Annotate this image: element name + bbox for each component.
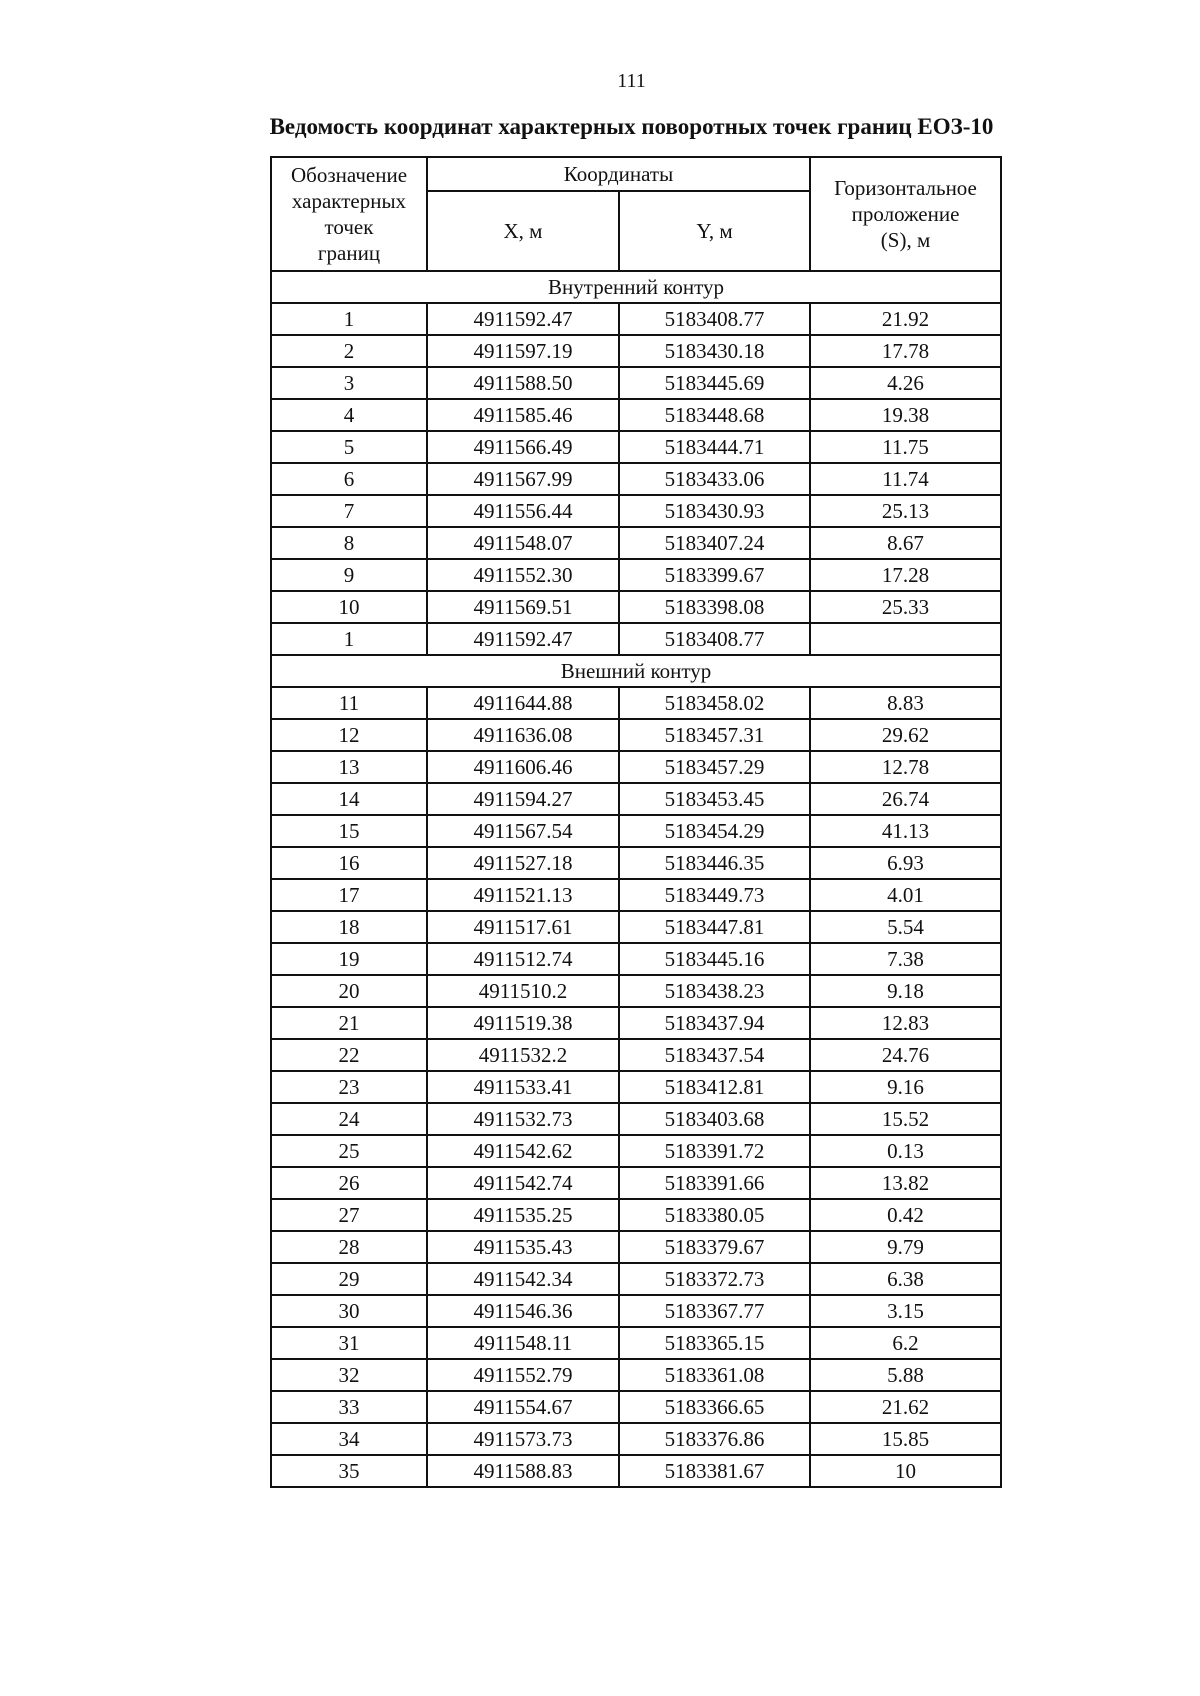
table-row <box>271 1231 1001 1263</box>
header-coordinates: Координаты <box>427 157 810 191</box>
section-title: Внешний контур <box>271 655 1001 687</box>
table-row <box>271 687 1001 719</box>
x-coordinate-cell: 4911585.46 <box>427 399 619 431</box>
y-coordinate-cell: 5183408.77 <box>619 623 810 655</box>
y-coordinate-cell: 5183453.45 <box>619 783 810 815</box>
x-coordinate-cell: 4911535.25 <box>427 1199 619 1231</box>
y-coordinate-cell: 5183381.67 <box>619 1455 810 1487</box>
y-coordinate-cell: 5183407.24 <box>619 527 810 559</box>
distance-cell: 5.88 <box>810 1359 1001 1391</box>
distance-cell: 17.78 <box>810 335 1001 367</box>
table-row <box>271 1423 1001 1455</box>
x-coordinate-cell: 4911527.18 <box>427 847 619 879</box>
table-row <box>271 751 1001 783</box>
table-row <box>271 1039 1001 1071</box>
x-coordinate-cell: 4911567.54 <box>427 815 619 847</box>
table-row <box>271 623 1001 655</box>
section-header-row <box>271 655 1001 687</box>
y-coordinate-cell: 5183399.67 <box>619 559 810 591</box>
x-coordinate-cell: 4911532.2 <box>427 1039 619 1071</box>
y-coordinate-cell: 5183458.02 <box>619 687 810 719</box>
distance-cell: 6.93 <box>810 847 1001 879</box>
x-coordinate-cell: 4911517.61 <box>427 911 619 943</box>
distance-cell: 8.83 <box>810 687 1001 719</box>
table-row <box>271 1135 1001 1167</box>
distance-cell: 15.52 <box>810 1103 1001 1135</box>
distance-cell: 9.18 <box>810 975 1001 1007</box>
distance-cell: 3.15 <box>810 1295 1001 1327</box>
y-coordinate-cell: 5183437.54 <box>619 1039 810 1071</box>
point-cell: 28 <box>271 1231 427 1263</box>
table-row <box>271 815 1001 847</box>
table-row <box>271 591 1001 623</box>
y-coordinate-cell: 5183361.08 <box>619 1359 810 1391</box>
distance-cell: 25.33 <box>810 591 1001 623</box>
y-coordinate-cell: 5183403.68 <box>619 1103 810 1135</box>
table-row <box>271 527 1001 559</box>
table-row <box>271 1007 1001 1039</box>
distance-cell: 0.13 <box>810 1135 1001 1167</box>
coordinates-table <box>270 156 1002 1488</box>
point-cell: 1 <box>271 623 427 655</box>
point-cell: 23 <box>271 1071 427 1103</box>
point-cell: 11 <box>271 687 427 719</box>
point-cell: 20 <box>271 975 427 1007</box>
x-coordinate-cell: 4911567.99 <box>427 463 619 495</box>
point-cell: 26 <box>271 1167 427 1199</box>
point-cell: 25 <box>271 1135 427 1167</box>
point-cell: 21 <box>271 1007 427 1039</box>
table-row <box>271 367 1001 399</box>
point-cell: 8 <box>271 527 427 559</box>
distance-cell: 24.76 <box>810 1039 1001 1071</box>
x-coordinate-cell: 4911552.79 <box>427 1359 619 1391</box>
point-cell: 19 <box>271 943 427 975</box>
document-title: Ведомость координат характерных поворотных точек границ ЕОЗ-10 <box>269 114 994 139</box>
distance-cell: 9.16 <box>810 1071 1001 1103</box>
x-coordinate-cell: 4911548.07 <box>427 527 619 559</box>
table-body <box>271 271 1001 1487</box>
point-cell: 10 <box>271 591 427 623</box>
point-cell: 1 <box>271 303 427 335</box>
x-coordinate-cell: 4911521.13 <box>427 879 619 911</box>
point-cell: 18 <box>271 911 427 943</box>
x-coordinate-cell: 4911588.83 <box>427 1455 619 1487</box>
point-cell: 15 <box>271 815 427 847</box>
x-coordinate-cell: 4911644.88 <box>427 687 619 719</box>
y-coordinate-cell: 5183391.72 <box>619 1135 810 1167</box>
point-cell: 13 <box>271 751 427 783</box>
table-row <box>271 399 1001 431</box>
y-coordinate-cell: 5183379.67 <box>619 1231 810 1263</box>
page-number: 111 <box>617 70 646 92</box>
distance-cell: 12.83 <box>810 1007 1001 1039</box>
y-coordinate-cell: 5183444.71 <box>619 431 810 463</box>
x-coordinate-cell: 4911542.34 <box>427 1263 619 1295</box>
distance-cell: 5.54 <box>810 911 1001 943</box>
table-row <box>271 1071 1001 1103</box>
point-cell: 32 <box>271 1359 427 1391</box>
x-coordinate-cell: 4911569.51 <box>427 591 619 623</box>
x-coordinate-cell: 4911556.44 <box>427 495 619 527</box>
x-coordinate-cell: 4911573.73 <box>427 1423 619 1455</box>
point-cell: 2 <box>271 335 427 367</box>
y-coordinate-cell: 5183380.05 <box>619 1199 810 1231</box>
table-header <box>271 157 1001 271</box>
y-coordinate-cell: 5183449.73 <box>619 879 810 911</box>
table-row <box>271 303 1001 335</box>
table-row <box>271 1103 1001 1135</box>
table-row <box>271 463 1001 495</box>
y-coordinate-cell: 5183398.08 <box>619 591 810 623</box>
distance-cell: 6.2 <box>810 1327 1001 1359</box>
distance-cell: 11.75 <box>810 431 1001 463</box>
point-cell: 30 <box>271 1295 427 1327</box>
point-cell: 24 <box>271 1103 427 1135</box>
table-row <box>271 911 1001 943</box>
x-coordinate-cell: 4911542.62 <box>427 1135 619 1167</box>
distance-cell: 9.79 <box>810 1231 1001 1263</box>
y-coordinate-cell: 5183448.68 <box>619 399 810 431</box>
table-row <box>271 1391 1001 1423</box>
y-coordinate-cell: 5183447.81 <box>619 911 810 943</box>
distance-cell: 8.67 <box>810 527 1001 559</box>
table-row <box>271 1199 1001 1231</box>
y-coordinate-cell: 5183430.18 <box>619 335 810 367</box>
distance-cell: 26.74 <box>810 783 1001 815</box>
table-row <box>271 719 1001 751</box>
y-coordinate-cell: 5183445.16 <box>619 943 810 975</box>
distance-cell: 6.38 <box>810 1263 1001 1295</box>
y-coordinate-cell: 5183433.06 <box>619 463 810 495</box>
table-row <box>271 1295 1001 1327</box>
distance-cell: 29.62 <box>810 719 1001 751</box>
x-coordinate-cell: 4911597.19 <box>427 335 619 367</box>
table-row <box>271 1359 1001 1391</box>
y-coordinate-cell: 5183457.31 <box>619 719 810 751</box>
table-row <box>271 1263 1001 1295</box>
y-coordinate-cell: 5183366.65 <box>619 1391 810 1423</box>
distance-cell: 15.85 <box>810 1423 1001 1455</box>
table-row <box>271 1167 1001 1199</box>
x-coordinate-cell: 4911588.50 <box>427 367 619 399</box>
header-x: X, м <box>427 191 619 271</box>
point-cell: 31 <box>271 1327 427 1359</box>
distance-cell: 4.01 <box>810 879 1001 911</box>
distance-cell: 41.13 <box>810 815 1001 847</box>
distance-cell: 10 <box>810 1455 1001 1487</box>
table-row <box>271 495 1001 527</box>
x-coordinate-cell: 4911519.38 <box>427 1007 619 1039</box>
y-coordinate-cell: 5183430.93 <box>619 495 810 527</box>
distance-cell: 21.92 <box>810 303 1001 335</box>
y-coordinate-cell: 5183408.77 <box>619 303 810 335</box>
y-coordinate-cell: 5183457.29 <box>619 751 810 783</box>
distance-cell: 19.38 <box>810 399 1001 431</box>
x-coordinate-cell: 4911592.47 <box>427 623 619 655</box>
header-y: Y, м <box>619 191 810 271</box>
y-coordinate-cell: 5183372.73 <box>619 1263 810 1295</box>
y-coordinate-cell: 5183437.94 <box>619 1007 810 1039</box>
x-coordinate-cell: 4911510.2 <box>427 975 619 1007</box>
x-coordinate-cell: 4911542.74 <box>427 1167 619 1199</box>
distance-cell: 0.42 <box>810 1199 1001 1231</box>
y-coordinate-cell: 5183391.66 <box>619 1167 810 1199</box>
y-coordinate-cell: 5183412.81 <box>619 1071 810 1103</box>
y-coordinate-cell: 5183454.29 <box>619 815 810 847</box>
point-cell: 3 <box>271 367 427 399</box>
x-coordinate-cell: 4911548.11 <box>427 1327 619 1359</box>
point-cell: 34 <box>271 1423 427 1455</box>
point-cell: 35 <box>271 1455 427 1487</box>
distance-cell: 7.38 <box>810 943 1001 975</box>
x-coordinate-cell: 4911566.49 <box>427 431 619 463</box>
x-coordinate-cell: 4911512.74 <box>427 943 619 975</box>
table-row <box>271 783 1001 815</box>
distance-cell: 11.74 <box>810 463 1001 495</box>
point-cell: 27 <box>271 1199 427 1231</box>
y-coordinate-cell: 5183438.23 <box>619 975 810 1007</box>
x-coordinate-cell: 4911533.41 <box>427 1071 619 1103</box>
y-coordinate-cell: 5183365.15 <box>619 1327 810 1359</box>
point-cell: 6 <box>271 463 427 495</box>
y-coordinate-cell: 5183446.35 <box>619 847 810 879</box>
x-coordinate-cell: 4911554.67 <box>427 1391 619 1423</box>
table-row <box>271 335 1001 367</box>
y-coordinate-cell: 5183376.86 <box>619 1423 810 1455</box>
section-title: Внутренний контур <box>271 271 1001 303</box>
table-row <box>271 559 1001 591</box>
x-coordinate-cell: 4911552.30 <box>427 559 619 591</box>
x-coordinate-cell: 4911532.73 <box>427 1103 619 1135</box>
distance-cell <box>810 623 1001 655</box>
point-cell: 4 <box>271 399 427 431</box>
x-coordinate-cell: 4911535.43 <box>427 1231 619 1263</box>
point-cell: 5 <box>271 431 427 463</box>
table-row <box>271 431 1001 463</box>
table-row <box>271 879 1001 911</box>
distance-cell: 4.26 <box>810 367 1001 399</box>
x-coordinate-cell: 4911592.47 <box>427 303 619 335</box>
point-cell: 7 <box>271 495 427 527</box>
x-coordinate-cell: 4911594.27 <box>427 783 619 815</box>
distance-cell: 13.82 <box>810 1167 1001 1199</box>
distance-cell: 12.78 <box>810 751 1001 783</box>
y-coordinate-cell: 5183367.77 <box>619 1295 810 1327</box>
point-cell: 29 <box>271 1263 427 1295</box>
distance-cell: 17.28 <box>810 559 1001 591</box>
table-row <box>271 943 1001 975</box>
distance-cell: 21.62 <box>810 1391 1001 1423</box>
header-distance: Горизонтальное проложение (S), м <box>810 157 1001 271</box>
point-cell: 33 <box>271 1391 427 1423</box>
table-row <box>271 1327 1001 1359</box>
distance-cell: 25.13 <box>810 495 1001 527</box>
point-cell: 12 <box>271 719 427 751</box>
point-cell: 9 <box>271 559 427 591</box>
x-coordinate-cell: 4911636.08 <box>427 719 619 751</box>
section-header-row <box>271 271 1001 303</box>
header-point: Обозначение характерных точек границ <box>271 157 427 271</box>
table-row <box>271 847 1001 879</box>
x-coordinate-cell: 4911606.46 <box>427 751 619 783</box>
table-row <box>271 975 1001 1007</box>
x-coordinate-cell: 4911546.36 <box>427 1295 619 1327</box>
point-cell: 17 <box>271 879 427 911</box>
table-row <box>271 1455 1001 1487</box>
point-cell: 14 <box>271 783 427 815</box>
y-coordinate-cell: 5183445.69 <box>619 367 810 399</box>
point-cell: 16 <box>271 847 427 879</box>
point-cell: 22 <box>271 1039 427 1071</box>
